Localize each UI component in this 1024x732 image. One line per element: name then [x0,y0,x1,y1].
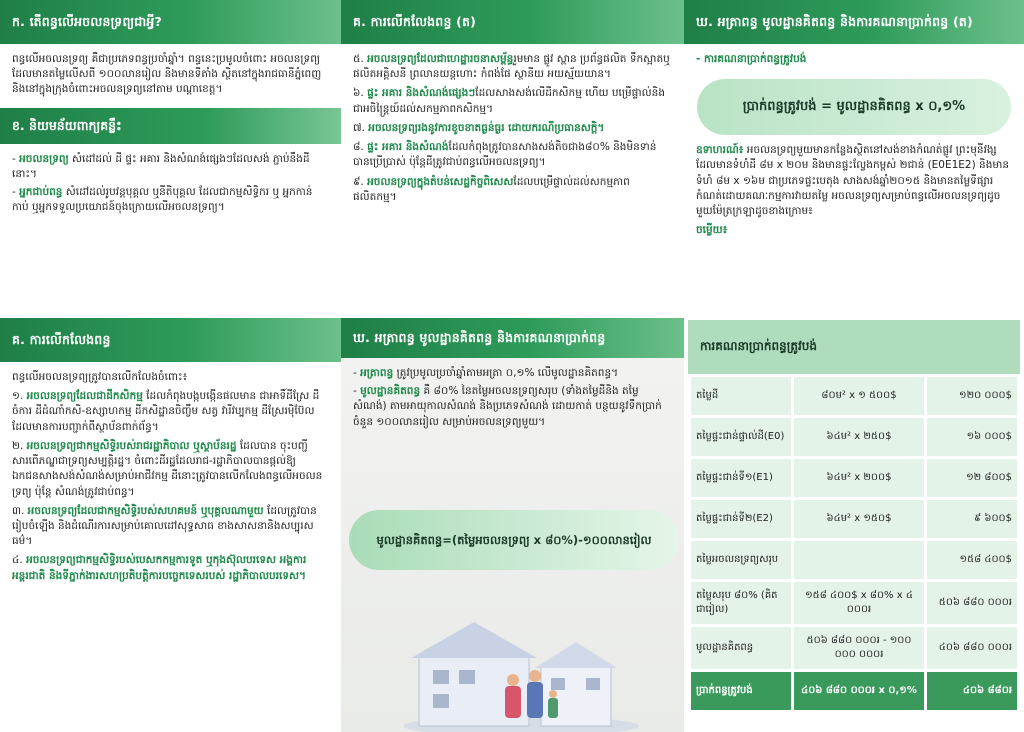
item-number: ៤. [12,554,23,567]
base-formula-pill: មូលដ្ឋានគិតពន្ធ=(តម្លៃអចលនទ្រព្យ x ៨០%)-១០០លានរៀល [349,510,679,570]
item-number: ២. [12,439,24,452]
table-row [691,500,1017,538]
panel-header: គ. ការលើកលែងពន្ធ [0,318,341,362]
exemption-intro: ពន្ធលើអចលនទ្រព្យត្រូវបានលើកលែងចំពោះ៖ [12,371,188,383]
item-term: អចលនទ្រព្យជាកម្មសិទ្ធិរបស់បេសកកម្មការទូត ឬកុងស៊ុលបរទេស អង្គការអន្តរជាតិ និងទីភ្នាក់ងារសហប្រតិបត្តិការបច្ចេកទេសរបស់ រដ្ឋាភិបាលបរទេស។ [12,554,307,582]
row-formula: ៦៤ម² x ២៥០$ [794,418,924,456]
table-row [691,418,1017,456]
exemption-item [353,140,672,170]
item-text: ត្រូវប្រមូលប្រចាំឆ្នាំតាមអត្រា ០,១% លើមូលដ្ឋានគិតពន្ធ។ [393,367,619,379]
keyword-list [12,152,329,216]
row-value: ១៦ ០០០$ [927,418,1017,456]
formula-pill: ប្រាក់ពន្ធត្រូវបង់ = មូលដ្ឋានគិតពន្ធ x ០,១% [697,79,1011,135]
exemption-item [353,86,672,116]
panel-body [0,44,341,98]
exemption-item [12,439,329,500]
row-value: ១៥៨ ៤០០$ [927,541,1017,579]
table-row [691,627,1017,669]
item-term: អត្រាពន្ធ [360,367,394,379]
rate-item: - អត្រាពន្ធ ត្រូវប្រមូលប្រចាំឆ្នាំតាមអត្រា ០,១% លើមូលដ្ឋានគិតពន្ធ។ [353,367,619,379]
row-label: តម្លៃអចលនទ្រព្យសរុប [691,541,791,579]
item-term: មូលដ្ឋានគិតពន្ធ [360,385,421,398]
row-value: ១២០ ០០០$ [927,377,1017,415]
row-value: ៤០៦ ៨៨០៛ [927,672,1017,710]
example-paragraph [696,143,1012,219]
item-number: ៧. [353,121,365,134]
panel-exemptions [0,318,341,732]
item-number: ៨. [353,141,364,154]
row-value: ៥០៦ ៨៨០ ០០០៛ [927,582,1017,624]
exemption-item [353,52,672,82]
keyword-term: អ្នកជាប់ពន្ធ [19,186,63,199]
rate-list [353,366,672,430]
panel-header: ឃ. អត្រាពន្ធ មូលដ្ឋានគិតពន្ធ និងការគណនាប្រាក់ពន្ធ (ត) [684,0,1024,44]
panel-header: ក. តើពន្ធលើអចលនទ្រព្យជាអ្វី? [0,0,341,44]
item-term: អចលនទ្រព្យរងនូវការខូចខាតធ្ងន់ធ្ងរ ដោយករណីប្រធានសក្តិ។ [368,121,605,134]
keyword-item: - អ្នកជាប់ពន្ធ សំដៅដល់រូបវន្តបុគ្គល ឬនីតិបុគ្គល ដែលជាកម្មសិទ្ធិករ ឬ អ្នកកាន់កាប់ ឬអ្នកទទួលប្រយោជន៍ចុងក្រោយលើអចលនទ្រព្យ។ [12,186,313,214]
keyword-text: សំដៅដល់រូបវន្តបុគ្គល ឬនីតិបុគ្គល ដែលជាកម្មសិទ្ធិករ ឬ អ្នកកាន់កាប់ ឬអ្នកទទួលប្រយោជន៍ចុងក្រោយលើអចលនទ្រព្យ។ [12,186,313,214]
item-term: អចលនទ្រព្យក្នុងតំបន់សេដ្ឋកិច្ចពិសេស [367,175,514,188]
table-row [691,459,1017,497]
example-label: ឧទាហរណ៍៖ [696,144,744,157]
item-term: ផ្ទះ អគារ និងសំណង់ផ្សេងៗ [367,87,476,100]
calc-table-grid [688,374,1020,713]
row-formula: ៨០ម² x ១ ៥០០$ [794,377,924,415]
item-term: អចលនទ្រព្យដែលជាដីកសិកម្ម [26,390,143,403]
exemption-list [12,389,329,584]
keyword-item: - អចលនទ្រព្យ សំដៅដល់ ដី ផ្ទះ អគារ និងសំណង់ផ្សេងៗដែលសង់ ភ្ជាប់នឹងដីនោះ។ [12,152,310,180]
row-label: តម្លៃផ្ទះជាន់ផ្ទាល់ដី(E0) [691,418,791,456]
item-text: ដែលកំពុងបង្កបង្កើនផលមាន ជាអាទិ៍ដីស្រែ ដីចំការ ដីដំណាំកសិ-ឧស្សាហកម្ម ដីកសិដ្ឋានចិញ្ចឹម សត្វ វារីវប្បកម្ម ដីស្រែរម៉ិប៊ែល ដែលមានការបញ្ជាក់ពីស្ថាប័នពាក់ព័ន្ធ។ [12,390,320,433]
item-text: គឺ ៨០% នៃតម្លៃអចលនទ្រព្យសរុប (ទាំងតម្លៃដីនិង តម្លៃសំណង់) តាមអាយុកាលសំណង់ និងប្រភេទសំណង់ ដោយកាត់ បន្ថយនូវទឹកប្រាក់ចំនួន ១០០លានរៀល សម្រាប់អចលនទ្រព្យមួយ។ [353,385,662,428]
row-formula [794,541,924,579]
exemption-item [353,121,672,136]
row-value: ៩ ៦០០$ [927,500,1017,538]
example-text: អចលនទ្រព្យមួយមានកន្លែងស្ថិតនៅសង់ខាងកំណត់ផ្លូវ ព្រះមុនីវង្សដែលមានទំហំដី ៨ម x ២០ម និងមានផ្ទះល្វែងកម្ពស់ ២ជាន់ (E0E1E2) និងមានទំហំ ៨ម x ១៦ម ជាប្រភេទផ្ទះបេតុង សាងសង់ឆ្នាំ២០១៥ និងមានតម្លៃទីផ្សារកំណត់ដោយគណៈកម្មការវាយតម្លៃ អចលនទ្រព្យសម្រាប់ពន្ធលើអចលនទ្រព្យដូចមួយម៉ែត្រក្រឡាដូចខាងក្រោម៖ [696,144,1010,218]
row-label: តម្លៃផ្ទះជាន់ទី២(E2) [691,500,791,538]
exemption-item [12,389,329,435]
row-value: ៤០៦ ៨៨០ ០០០៛ [927,627,1017,669]
row-label: ប្រាក់ពន្ធត្រូវបង់ [691,672,791,710]
table-row [691,582,1017,624]
row-label: មូលដ្ឋានគិតពន្ធ [691,627,791,669]
table-row [691,541,1017,579]
exemption-list-wrap [341,44,684,205]
row-formula: ១៥៨ ៤០០$ x ៨០% x ៤ ០០០៛ [794,582,924,624]
item-number: ៣. [12,504,25,517]
panel-header: គ. ការលើកលែងពន្ធ (ត) [341,0,684,44]
panel-header: ឃ. អត្រាពន្ធ មូលដ្ឋានគិតពន្ធ និងការគណនាប្រាក់ពន្ធ [341,318,684,358]
item-term: ផ្ទះ អគារ និងសំណង់ [367,141,449,154]
keyword-text: សំដៅដល់ ដី ផ្ទះ អគារ និងសំណង់ផ្សេងៗដែលសង់ ភ្ជាប់នឹងដីនោះ។ [12,152,310,180]
exemption-item [353,175,672,205]
rate-item: - មូលដ្ឋានគិតពន្ធ គឺ ៨០% នៃតម្លៃអចលនទ្រព្យសរុប (ទាំងតម្លៃដីនិង តម្លៃសំណង់) តាមអាយុកាលសំណង់ និងប្រភេទសំណង់ ដោយកាត់ បន្ថយនូវទឹកប្រាក់ចំនួន ១០០លានរៀល សម្រាប់អចលនទ្រព្យមួយ។ [353,385,662,428]
panel-what-is-tax [0,0,341,318]
item-number: ៦. [353,87,364,100]
exemption-wrap [0,362,341,584]
exemption-list [353,52,672,205]
item-text: ដែលត្រូវបានរៀបចំឡើង និងដំណើរការសម្រាប់គោលដៅសុទ្ធសាធ ខាងសាសនានិងសប្បុរសធម៌។ [12,504,317,548]
rate-wrap [341,358,684,430]
calc-label: - ការគណនាប្រាក់ពន្ធត្រូវបង់ [696,53,807,65]
definition-paragraph: ពន្ធលើអចលនទ្រព្យ គឺជាប្រភេទពន្ធប្រចាំឆ្នាំ។ ពន្ធនេះប្រមូលចំពោះ អចលនទ្រព្យដែលមានតម្លៃលើសពី ១០០លានរៀល និងមានទីតាំង ស្ថិតនៅក្នុងរាជធានីភ្នំពេញ និងនៅក្នុងក្រុងចំពោះអចលនទ្រព្យនៅតាម បណ្ដាខេត្ត។ [12,53,322,96]
panel-calc-table [684,318,1024,732]
family-house-illustration [401,608,641,732]
table-row [691,377,1017,415]
row-label: តម្លៃដី [691,377,791,415]
exemption-item [12,504,329,550]
row-formula: ៥០៦ ៨៨០ ០០០៛ - ១០០ ០០០ ០០០៛ [794,627,924,669]
item-text: ដែលកំពុងត្រូវបានសាងសង់តិចជាង៨០% និងមិនទាន់បានប្រើប្រាស់ ប៉ុន្តែដីត្រូវជាប់ពន្ធលើអចលនទ្រព្យ។ [353,141,657,169]
item-term: អចលនទ្រព្យដែលជាហេដ្ឋារចនាសម្ព័ន្ធ [367,53,514,65]
panel-exemptions-cont [341,0,684,318]
sub-header-keywords: ខ. និយមន័យពាក្យគន្លឹះ [0,108,341,144]
panel-tax-calc-cont [684,0,1024,318]
exemption-item [12,553,329,583]
example-wrap [684,135,1024,238]
item-text: ដែលបម្រើផ្ទាល់ដល់សកម្មភាព ផលិតកម្ម។ [353,175,630,203]
keyword-term: អចលនទ្រព្យ [19,152,69,165]
item-term: អចលនទ្រព្យដែលជាកម្មសិទ្ធិរបស់សហគមន៍ ឬបុគ្គលណាមួយ [27,504,264,517]
row-value: ១២ ៨០០$ [927,459,1017,497]
row-formula: ៤០៦ ៨៨០ ០០០៛ x ០,១% [794,672,924,710]
row-formula: ៦៤ម² x ១៥០$ [794,500,924,538]
item-number: ៥. [353,53,364,65]
row-label: តម្លៃសរុប ៨០% (គិតជារៀល) [691,582,791,624]
item-text: ដែលបាន ចុះបញ្ជីសារពើភណ្ឌជាទ្រព្យសម្បត្តិរដ្ឋ។ ចំពោះដីរដ្ឋដែលរាជ-រដ្ឋាភិបាលបានផ្តល់ឱ្យឯកជនសាងសង់សំណង់សម្រាប់អាជីវកម្ម ដីនោះត្រូវបានលើកលែងពន្ធលើអចលនទ្រព្យ ប៉ុន្តែ សំណង់ត្រូវជាប់ពន្ធ។ [12,439,323,498]
item-term: អចលនទ្រព្យជាកម្មសិទ្ធិរបស់រាជរដ្ឋាភិបាល ឬស្ថាប័នរដ្ឋ [26,439,237,452]
item-text: រួមមាន ផ្លូវ ស្ពាន ប្រព័ន្ធផលិត ទឹកស្អាតឬផលិតអគ្គិសនី ព្រលានយន្តហោះ កំពង់ផែ ស្ថានីយ អយស្ម័យយាន។ [353,53,670,81]
item-number: ១. [12,390,24,403]
item-number: ៩. [353,175,364,188]
calc-table [688,320,1020,713]
row-formula: ៦៤ម² x ២០០$ [794,459,924,497]
table-row-total [691,672,1017,710]
calc-wrap [684,44,1024,67]
keyword-list-wrap [0,144,341,216]
panel-tax-rate-base [341,318,684,732]
row-label: តម្លៃផ្ទះជាន់ទី១(E1) [691,459,791,497]
table-title: ការគណនាប្រាក់ពន្ធត្រូវបង់ [688,320,1020,374]
item-text: ដែលសាងសង់លើដីកសិកម្ម ហើយ បម្រើផ្ទាល់និងជាអចិន្ត្រៃយ៍ដល់សកម្មភាពកសិកម្ម។ [353,87,665,115]
answer-label: ចម្លើយ៖ [696,224,728,237]
